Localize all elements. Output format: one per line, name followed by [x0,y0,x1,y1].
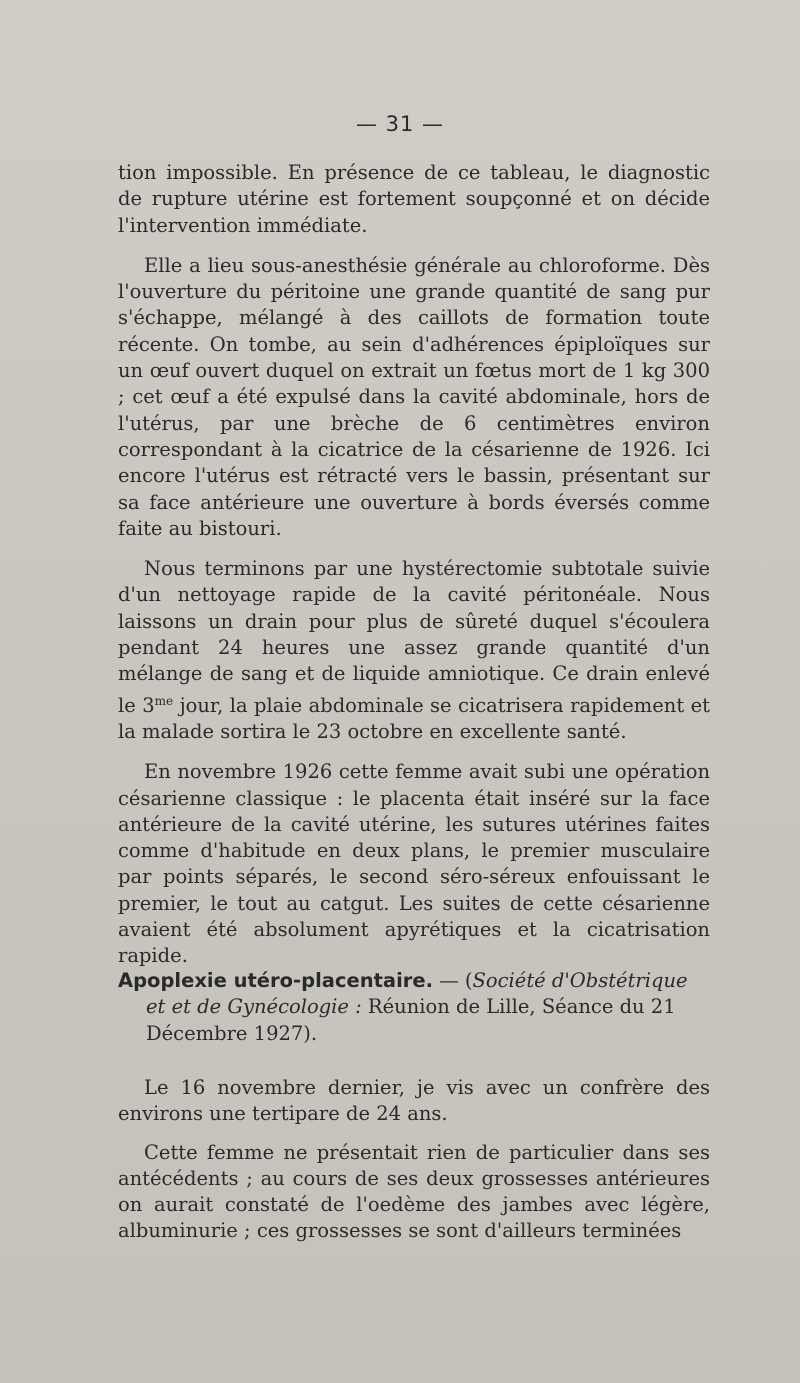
paragraph: Cette femme ne présentait rien de particulier dans ses antécédents ; au cours de ses deux grossesses antérieures on aurait constaté de l'oedème des jambes avec légère, albuminurie ; ces grossesses se sont d'ailleurs terminées [118,1140,710,1243]
paragraph [118,556,710,745]
paragraph: En novembre 1926 cette femme avait subi une opération césarienne classique : le placenta était inséré sur la face antérieure de la cavité utérine, les sutures utérines faites comme d'habitude en deux plans, le premier musculaire par points séparés, le second séro-séreux enfouissant le premier, le tout au catgut. Les suites de cette césarienne avaient été absolument apyrétiques et la cicatrisation rapide. [118,760,710,968]
paragraph: tion impossible. En présence de ce tableau, le diagnostic de rupture utérine est fortement soupçonné et on décide l'intervention immédiate. [118,161,710,237]
superscript: me [154,693,174,708]
paragraph: Elle a lieu sous-anesthésie générale au chloroforme. Dès l'ouverture du péritoine une grande quantité de sang pur s'échappe, mélangé à des caillots de formation toute récente. On tombe, au sein d'adhérences épiploïques sur un œuf ouvert duquel on extrait un fœtus mort de 1 kg 300 ; cet œuf a été expulsé dans la cavité abdominale, hors de l'utérus, par une brèche de 6 centimètres environ correspondant à la cicatrice de la césarienne de 1926. Ici encore l'utérus est rétracté vers le bassin, présentant sur sa face antérieure une ouverture à bords éversés comme faite au bistouri. [118,253,710,540]
heading-dash: — ( [433,969,473,992]
text-block-bottom [118,1075,710,1257]
heading-title: Apoplexie utéro-placentaire. [118,969,434,992]
text-block-top [118,160,710,984]
heading-source-italic: Société d'Obstétrique et et de Gynécologie : [146,969,688,1019]
page-number: — 31 — [355,112,445,136]
heading-source: Réunion de Lille, Séance du 21 Décembre 1927). [146,995,676,1045]
paragraph-text: Nous terminons par une hystérectomie subtotale suivie d'un nettoyage rapide de la cavité péritonéale. Nous laissons un drain pour plus de sûreté duquel s'écoulera pendant 24 heures une assez grande quantité d'un mélange de sang et de liquide amniotique. Ce drain enlevé le 3 [118,557,710,717]
paragraph-text: jour, la plaie abdominale se cicatrisera rapidement et la malade sortira le 23 octobre en excellente santé. [118,693,710,743]
section-heading [118,968,710,1047]
paragraph: Le 16 novembre dernier, je vis avec un confrère des environs une tertipare de 24 ans. [118,1076,710,1126]
